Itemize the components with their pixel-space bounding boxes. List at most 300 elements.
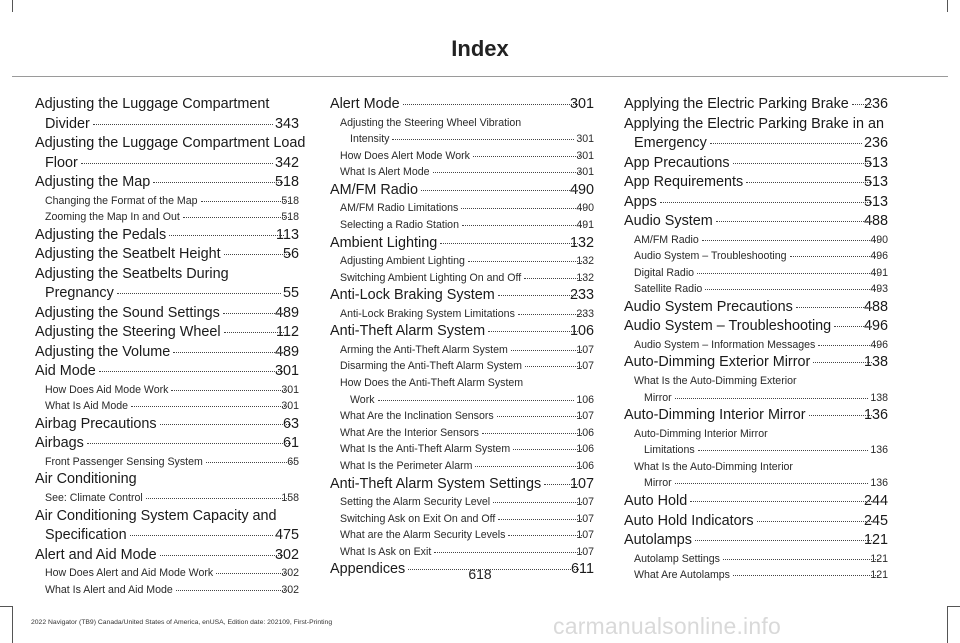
dot-leader [131, 406, 289, 407]
index-subentry [35, 582, 299, 599]
dot-leader [440, 243, 578, 244]
index-subentry [330, 527, 594, 544]
entry-page-number: 496 [879, 337, 888, 354]
entry-page-number: 302 [284, 546, 299, 566]
entry-text: Auto-Dimming Interior Mirror [634, 406, 808, 426]
dot-leader [146, 498, 290, 499]
dot-leader [153, 182, 283, 183]
entry-text: What Is Alert Mode [350, 164, 432, 181]
entry-text: How Does Alert Mode Work [350, 148, 472, 165]
entry-page-number: 301 [585, 164, 594, 181]
entry-page-number: 301 [575, 131, 594, 148]
entry-text: What Is Ask on Exit [350, 544, 433, 561]
dot-leader [497, 416, 585, 417]
dot-leader [421, 190, 578, 191]
index-subentry [35, 490, 299, 507]
index-subentry [624, 281, 888, 298]
entry-text: Audio System – Information Messages [644, 337, 817, 354]
entry-text: Auto Hold Indicators [634, 512, 756, 532]
dot-leader [392, 139, 574, 140]
entry-page-number: 113 [285, 226, 299, 246]
entry-text: Auto Hold [634, 492, 689, 512]
entry-page-number: 107 [585, 408, 594, 425]
index-entry [35, 95, 299, 134]
entry-text: AM/FM Radio [340, 181, 420, 201]
dot-leader [852, 104, 872, 105]
dot-leader [468, 261, 584, 262]
index-subentry [330, 511, 594, 528]
entry-page-number: 513 [873, 154, 888, 174]
dot-leader [160, 424, 291, 425]
index-entry [624, 212, 888, 232]
dot-leader [169, 235, 284, 236]
entry-page-number: 132 [579, 234, 594, 254]
entry-page-number: 136 [869, 442, 888, 459]
entry-text: App Precautions [634, 154, 732, 174]
dot-leader [475, 466, 584, 467]
entry-text: Emergency [634, 134, 709, 154]
index-entry [624, 406, 888, 426]
entry-page-number: 55 [282, 284, 299, 304]
entry-text: Airbag Precautions [45, 415, 159, 435]
entry-text: Adjusting the Steering Wheel [45, 323, 223, 343]
index-entry [35, 362, 299, 382]
dot-leader [498, 519, 584, 520]
index-subentry [330, 217, 594, 234]
entry-text: Anti-Theft Alarm System Settings [340, 475, 543, 495]
index-subentry [330, 375, 594, 408]
entry-page-number: 158 [290, 490, 299, 507]
crop-mark-bottom-left-v [12, 606, 13, 643]
dot-leader [473, 156, 584, 157]
entry-text: Audio System Precautions [634, 298, 795, 318]
entry-page-number: 106 [585, 441, 594, 458]
entry-page-number: 106 [585, 458, 594, 475]
index-subentry [624, 265, 888, 282]
index-subentry [330, 544, 594, 561]
index-entry [35, 323, 299, 343]
dot-leader [81, 163, 273, 164]
entry-page-number: 491 [879, 265, 888, 282]
header-divider [12, 76, 948, 77]
dot-leader [757, 521, 872, 522]
dot-leader [716, 221, 872, 222]
entry-page-number: 490 [579, 181, 594, 201]
entry-page-number: 65 [296, 454, 299, 471]
entry-page-number: 244 [873, 492, 888, 512]
index-column-3 [624, 95, 888, 584]
entry-text: Airbags [45, 434, 86, 454]
dot-leader [130, 535, 273, 536]
index-entry [35, 434, 299, 454]
entry-text: Satellite Radio [644, 281, 704, 298]
dot-leader [462, 225, 584, 226]
index-subentry [330, 458, 594, 475]
dot-leader [461, 208, 584, 209]
index-entry [35, 226, 299, 246]
entry-text: Applying the Electric Parking Brake [634, 95, 851, 115]
index-entry [35, 507, 299, 546]
entry-page-number: 490 [585, 200, 594, 217]
dot-leader [698, 450, 869, 451]
dot-leader [433, 172, 585, 173]
entry-text: Pregnancy [45, 284, 116, 304]
dot-leader [87, 443, 291, 444]
page-title: Index [451, 36, 509, 61]
dot-leader [434, 552, 584, 553]
entry-page-number: 236 [863, 134, 888, 154]
dot-leader [813, 362, 872, 363]
entry-text: What Are the Interior Sensors [350, 425, 481, 442]
entry-text: Adjusting the Steering Wheel Vibration [340, 116, 522, 129]
entry-text: Switching Ambient Lighting On and Off [350, 270, 523, 287]
index-entry [330, 475, 594, 495]
entry-text: What are the Alarm Security Levels [350, 527, 507, 544]
entry-page-number: 106 [585, 425, 594, 442]
dot-leader [660, 202, 872, 203]
entry-page-number: 302 [290, 582, 299, 599]
entry-text: Auto-Dimming Interior Mirror [634, 427, 768, 440]
entry-text: Work [350, 392, 377, 409]
dot-leader [809, 415, 872, 416]
entry-page-number: 138 [869, 390, 888, 407]
index-entry [624, 353, 888, 373]
entry-text: Anti-Theft Alarm System [340, 322, 487, 342]
entry-page-number: 107 [579, 475, 594, 495]
entry-page-number: 121 [879, 567, 888, 584]
entry-text: Audio System – Troubleshooting [644, 248, 789, 265]
dot-leader [183, 217, 289, 218]
entry-page-number: 488 [873, 298, 888, 318]
index-subentry [35, 398, 299, 415]
entry-text: Limitations [644, 442, 697, 459]
dot-leader [99, 371, 283, 372]
index-subentry [624, 373, 888, 406]
index-subentry [35, 382, 299, 399]
entry-text: Adjusting the Luggage Compartment [35, 96, 270, 112]
index-subentry [35, 209, 299, 226]
entry-page-number: 611 [580, 560, 594, 580]
crop-mark-bottom-left-h [0, 606, 12, 607]
index-entry [35, 470, 299, 490]
entry-page-number: 301 [290, 398, 299, 415]
entry-text: What Are the Inclination Sensors [350, 408, 496, 425]
index-entry [330, 322, 594, 342]
entry-text: Setting the Alarm Security Level [350, 494, 492, 511]
dot-leader [173, 352, 283, 353]
entry-text: Adjusting Ambient Lighting [350, 253, 467, 270]
entry-page-number: 518 [284, 173, 299, 193]
index-subentry [330, 306, 594, 323]
entry-page-number: 513 [873, 173, 888, 193]
entry-text: Floor [45, 154, 80, 174]
dot-leader [710, 143, 862, 144]
entry-text: Adjusting the Pedals [45, 226, 168, 246]
crop-mark-bottom-right-h [948, 606, 960, 607]
dot-leader [702, 240, 879, 241]
page-number: 618 [468, 566, 492, 582]
entry-text: Zooming the Map In and Out [55, 209, 182, 226]
crop-mark-bottom-right-v [947, 606, 948, 643]
index-subentry [330, 441, 594, 458]
index-subentry [330, 270, 594, 287]
entry-page-number: 236 [873, 95, 888, 115]
index-entry [35, 134, 306, 173]
entry-text: Specification [45, 526, 129, 546]
index-subentry [35, 193, 299, 210]
dot-leader [201, 201, 290, 202]
entry-page-number: 489 [284, 343, 299, 363]
entry-text: Aid Mode [45, 362, 98, 382]
entry-text: Autolamp Settings [644, 551, 722, 568]
entry-text: Audio System – Troubleshooting [634, 317, 833, 337]
index-entry [35, 343, 299, 363]
dot-leader [206, 462, 295, 463]
index-column-1 [35, 95, 306, 598]
entry-page-number: 245 [873, 512, 888, 532]
dot-leader [675, 483, 869, 484]
entry-text: Switching Ask on Exit On and Off [350, 511, 497, 528]
entry-text: Anti-Lock Braking System Limitations [350, 306, 517, 323]
entry-text: How Does Aid Mode Work [55, 382, 170, 399]
entry-page-number: 491 [585, 217, 594, 234]
dot-leader [224, 332, 284, 333]
index-subentry [330, 148, 594, 165]
dot-leader [675, 398, 869, 399]
entry-text: Changing the Format of the Map [55, 193, 200, 210]
entry-text: Adjusting the Map [45, 173, 152, 193]
index-entry [35, 265, 299, 304]
index-entry [330, 234, 594, 254]
entry-page-number: 61 [292, 434, 299, 454]
entry-text: Adjusting the Sound Settings [45, 304, 222, 324]
entry-page-number: 475 [274, 526, 299, 546]
entry-page-number: 132 [585, 253, 594, 270]
dot-leader [746, 182, 872, 183]
entry-text: See: Climate Control [55, 490, 145, 507]
dot-leader [690, 501, 872, 502]
entry-page-number: 342 [274, 154, 299, 174]
entry-text: Autolamps [634, 531, 694, 551]
index-subentry [624, 232, 888, 249]
dot-leader [508, 535, 584, 536]
crop-mark-top-right-v [947, 0, 948, 12]
index-subentry [330, 164, 594, 181]
entry-page-number: 518 [290, 209, 299, 226]
entry-text: Mirror [644, 475, 674, 492]
entry-text: Air Conditioning [45, 470, 139, 490]
dot-leader [498, 295, 578, 296]
entry-text: Arming the Anti-Theft Alarm System [350, 342, 510, 359]
index-entry [624, 154, 888, 174]
entry-page-number: 490 [879, 232, 888, 249]
dot-leader [482, 433, 584, 434]
index-column-2 [330, 95, 594, 580]
entry-text: Adjusting the Luggage Compartment Load [35, 135, 306, 151]
index-entry [624, 531, 888, 551]
index-entry [35, 304, 299, 324]
entry-page-number: 107 [585, 494, 594, 511]
entry-page-number: 302 [290, 565, 299, 582]
entry-text: Apps [634, 193, 659, 213]
entry-page-number: 107 [585, 544, 594, 561]
entry-page-number: 493 [879, 281, 888, 298]
index-entry [624, 317, 888, 337]
dot-leader [223, 313, 283, 314]
entry-text: Air Conditioning System Capacity and [35, 507, 277, 524]
entry-text: Digital Radio [644, 265, 696, 282]
index-subentry [624, 248, 888, 265]
entry-text: Disarming the Anti-Theft Alarm System [350, 358, 524, 375]
index-entry [330, 181, 594, 201]
entry-page-number: 121 [879, 551, 888, 568]
index-subentry [330, 358, 594, 375]
entry-page-number: 112 [285, 323, 299, 343]
dot-leader [697, 273, 878, 274]
footer-edition-text: 2022 Navigator (TB9) Canada/United States of America, enUSA, Edition date: 202109, First-Printing [31, 619, 333, 626]
entry-page-number: 233 [585, 306, 594, 323]
index-entry [35, 173, 299, 193]
entry-text: Auto-Dimming Exterior Mirror [634, 353, 812, 373]
entry-text: What Is the Auto-Dimming Exterior [634, 374, 797, 387]
index-entry [624, 95, 888, 115]
dot-leader [525, 366, 584, 367]
entry-text: Divider [45, 115, 92, 135]
entry-text: How Does Alert and Aid Mode Work [55, 565, 215, 582]
entry-text: AM/FM Radio Limitations [350, 200, 460, 217]
entry-text: Alert and Aid Mode [45, 546, 159, 566]
entry-page-number: 489 [284, 304, 299, 324]
index-subentry [330, 253, 594, 270]
entry-text: What Are Autolamps [644, 567, 732, 584]
dot-leader [513, 449, 584, 450]
index-entry [624, 173, 888, 193]
index-entry [624, 193, 888, 213]
dot-leader [176, 590, 290, 591]
entry-page-number: 518 [290, 193, 299, 210]
entry-text: Mirror [644, 390, 674, 407]
entry-page-number: 343 [274, 115, 299, 135]
index-subentry [624, 459, 888, 492]
index-entry [35, 546, 299, 566]
entry-page-number: 106 [575, 392, 594, 409]
index-entry [330, 95, 594, 115]
index-subentry [330, 115, 594, 148]
entry-text: What Is Aid Mode [55, 398, 130, 415]
entry-text: What Is the Perimeter Alarm [350, 458, 474, 475]
index-subentry [624, 426, 888, 459]
dot-leader [796, 307, 872, 308]
dot-leader [544, 484, 578, 485]
entry-page-number: 513 [873, 193, 888, 213]
dot-leader [733, 163, 872, 164]
entry-page-number: 301 [290, 382, 299, 399]
index-entry [330, 286, 594, 306]
dot-leader [705, 289, 878, 290]
entry-text: Adjusting the Seatbelt Height [45, 245, 223, 265]
dot-leader [117, 293, 281, 294]
entry-page-number: 121 [873, 531, 888, 551]
entry-page-number: 107 [585, 527, 594, 544]
entry-page-number: 136 [869, 475, 888, 492]
entry-page-number: 106 [579, 322, 594, 342]
dot-leader [790, 256, 879, 257]
entry-page-number: 136 [873, 406, 888, 426]
index-subentry [624, 337, 888, 354]
dot-leader [695, 540, 872, 541]
entry-page-number: 56 [292, 245, 299, 265]
dot-leader [493, 502, 584, 503]
index-entry [624, 512, 888, 532]
entry-page-number: 301 [284, 362, 299, 382]
dot-leader [378, 400, 575, 401]
entry-page-number: 63 [292, 415, 299, 435]
entry-page-number: 496 [873, 317, 888, 337]
crop-mark-top-left-v [12, 0, 13, 12]
dot-leader [518, 314, 584, 315]
dot-leader [93, 124, 273, 125]
entry-text: What Is the Anti-Theft Alarm System [350, 441, 512, 458]
index-entry [35, 415, 299, 435]
index-entry [624, 492, 888, 512]
dot-leader [224, 254, 291, 255]
entry-page-number: 496 [879, 248, 888, 265]
index-entry [35, 245, 299, 265]
entry-page-number: 132 [585, 270, 594, 287]
index-entry [624, 298, 888, 318]
index-entry [624, 115, 888, 154]
entry-page-number: 107 [585, 358, 594, 375]
entry-text: Alert Mode [340, 95, 402, 115]
index-subentry [35, 454, 299, 471]
index-subentry [330, 408, 594, 425]
entry-text: Ambient Lighting [340, 234, 439, 254]
index-subentry [330, 425, 594, 442]
entry-page-number: 488 [873, 212, 888, 232]
dot-leader [160, 555, 283, 556]
entry-text: Appendices [340, 560, 407, 580]
watermark: carmanualsonline.info [553, 613, 781, 639]
dot-leader [524, 278, 584, 279]
entry-page-number: 138 [873, 353, 888, 373]
entry-page-number: 233 [579, 286, 594, 306]
index-subentry [624, 551, 888, 568]
entry-text: Audio System [634, 212, 715, 232]
entry-text: Anti-Lock Braking System [340, 286, 497, 306]
entry-text: AM/FM Radio [644, 232, 701, 249]
dot-leader [818, 345, 878, 346]
entry-page-number: 107 [585, 511, 594, 528]
dot-leader [171, 390, 289, 391]
dot-leader [723, 559, 878, 560]
dot-leader [834, 326, 872, 327]
entry-page-number: 301 [579, 95, 594, 115]
dot-leader [511, 350, 585, 351]
entry-text: How Does the Anti-Theft Alarm System [340, 377, 524, 390]
entry-text: Front Passenger Sensing System [55, 454, 205, 471]
entry-text: App Requirements [634, 173, 745, 193]
dot-leader [488, 331, 578, 332]
index-subentry [330, 494, 594, 511]
entry-text: What Is the Auto-Dimming Interior [634, 460, 793, 473]
entry-text: Applying the Electric Parking Brake in an [624, 115, 884, 132]
dot-leader [403, 104, 578, 105]
entry-page-number: 301 [585, 148, 594, 165]
entry-text: Intensity [350, 131, 391, 148]
index-subentry [330, 342, 594, 359]
entry-text: Adjusting the Seatbelts During [35, 265, 229, 282]
entry-text: What Is Alert and Aid Mode [55, 582, 175, 599]
